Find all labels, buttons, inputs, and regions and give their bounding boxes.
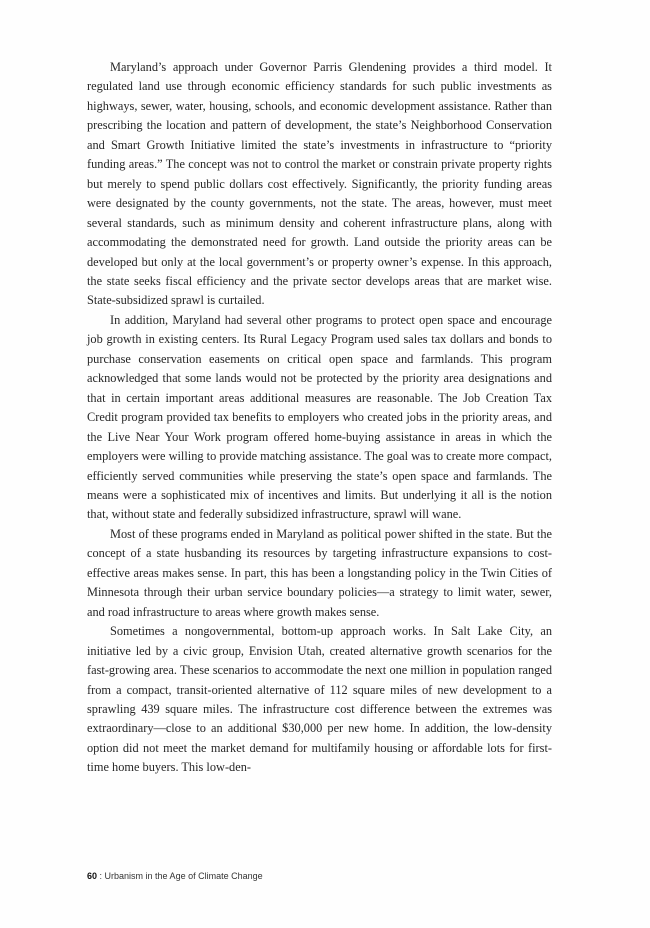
footer-separator: :: [97, 871, 105, 881]
body-text: [87, 58, 552, 778]
book-title: Urbanism in the Age of Climate Change: [104, 871, 263, 881]
page-footer: [87, 871, 263, 881]
page-number: 60: [87, 871, 98, 881]
paragraph-maryland-approach: Maryland’s approach under Governor Parris Glendening provides a third model. It regulated land use through economic efficiency standards for such public investments as highways, sewer, water, housing, schools, and economic development assistance. Rather than prescribing the location and pattern of development, the state’s Neighborhood Conservation and Smart Growth Initiative limited the state’s investments in infrastructure to “priority funding areas.” The concept was not to control the market or constrain private property rights but merely to spend public dollars cost effectively. Significantly, the priority funding areas were designated by the county governments, not the state. The areas, however, must meet several standards, such as minimum density and coherent infrastructure plans, along with accommodating the demonstrated need for growth. Land outside the priority areas can be developed but only at the local government’s or property owner’s expense. In this approach, the state seeks fiscal efficiency and the private sector develops areas that are market wise. State-subsidized sprawl is curtailed.: [87, 60, 552, 308]
paragraph-other-programs: In addition, Maryland had several other programs to protect open space and encourage job growth in existing centers. Its Rural Legacy Program used sales tax dollars and bonds to purchase conservation easements on critical open space and farmlands. This program acknowledged that some lands would not be protected by the priority area designations and that in certain important areas additional measures are reasonable. The Job Creation Tax Credit program provided tax benefits to employers who created jobs in the priority areas, and the Live Near Your Work program offered home-buying assistance in areas in which the employers were willing to provide matching assistance. The goal was to create more compact, efficiently served communities while preserving the state’s open space and farmlands. The means were a sophisticated mix of incentives and limits. But underlying it all is the notion that, without state and federally subsidized infrastructure, sprawl will wane.: [87, 312, 552, 522]
paragraph-programs-ended: Most of these programs ended in Maryland as political power shifted in the state. But the concept of a state husbanding its resources by targeting infrastructure expansions to cost-effective areas makes sense. In part, this has been a longstanding policy in the Twin Cities of Minnesota through their urban service boundary policies—a strategy to limit water, sewer, and road infrastructure to areas where growth makes sense.: [87, 526, 552, 619]
paragraph-salt-lake-city: Sometimes a nongovernmental, bottom-up approach works. In Salt Lake City, an initiative led by a civic group, Envision Utah, created alternative growth scenarios for the fast-growing area. These scenarios to accommodate the next one million in population ranged from a compact, transit-oriented alternative of 112 square miles of new development to a sprawling 439 square miles. The infrastructure cost difference between the extremes was extraordinary—close to an additional $30,000 per new home. In addition, the low-density option did not meet the market demand for multifamily housing or affordable lots for first-time home buyers. This low-den-: [87, 624, 552, 775]
